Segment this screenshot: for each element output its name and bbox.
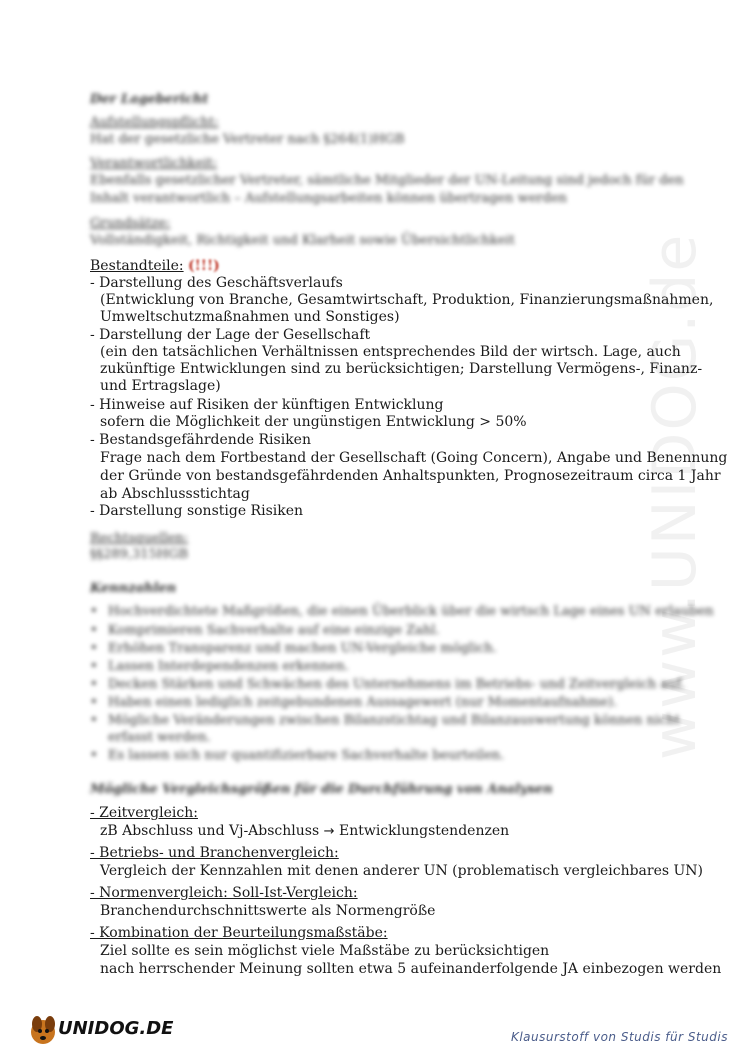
text-verantwortlichkeit-1: Ebenfalls gesetzlicher Vertreter, sämtliche Mitglieder der UN-Leitung sind jedoch für den: [90, 173, 684, 188]
vergleich-heading: - Zeitvergleich:: [90, 805, 198, 821]
bestandteile-line: der Gründe von bestandsgefährdenden Anhaltspunkten, Prognosezeitraum circa 1 Jahr: [100, 468, 721, 484]
watermark: www.UNIDOG.de: [640, 232, 710, 760]
vergleich-heading: - Normenvergleich: Soll-Ist-Vergleich:: [90, 885, 358, 901]
bestandteile-line: - Darstellung des Geschäftsverlaufs: [90, 275, 343, 291]
kennzahlen-item: • Es lassen sich nur quantifizierbare Sachverhalte beurteilen.: [90, 748, 505, 763]
kennzahlen-item: • Decken Stärken und Schwächen des Unternehmens im Betriebs- und Zeitvergleich auf.: [90, 677, 685, 692]
footer-tagline: Klausurstoff von Studis für Studis: [510, 1030, 728, 1044]
heading-bestandteile: [90, 258, 220, 275]
kennzahlen-item-text: Decken Stärken und Schwächen des Unternehmens im Betriebs- und Zeitvergleich auf.: [108, 677, 685, 692]
logo-text: UNIDOG.DE: [58, 1018, 174, 1039]
vergleich-line: [100, 823, 509, 840]
arrow-right-icon: →: [323, 824, 335, 839]
kennzahlen-item-text: Erhöhen Transparenz und machen UN-Vergleiche möglich.: [108, 641, 497, 656]
kennzahlen-item: • Mögliche Veränderungen zwischen Bilanzstichtag und Bilanzauswertung können nicht: [90, 713, 680, 728]
vergleich-heading: - Kombination der Beurteilungsmaßstäbe:: [90, 925, 388, 941]
bestandteile-line: ab Abschlussstichtag: [100, 486, 250, 502]
kennzahlen-item-text: Hochverdichtete Maßgrößen, die einen Überblick über die wirtsch Lage eines UN erlauben: [108, 604, 714, 619]
heading-rechtsquellen: Rechtsquellen:: [90, 531, 189, 546]
bestandteile-line: (ein den tatsächlichen Verhältnissen entsprechendes Bild der wirtsch. Lage, auch: [100, 344, 681, 360]
vergleich-line: nach herrschender Meinung sollten etwa 5 aufeinanderfolgende JA einbezogen werden: [100, 961, 722, 977]
kennzahlen-item: • Haben einen lediglich zeitgebundenen Aussagewert (nur Momentaufnahme).: [90, 695, 618, 710]
kennzahlen-item: • Lassen Interdependenzen erkennen.: [90, 659, 349, 674]
kennzahlen-item-text: Mögliche Veränderungen zwischen Bilanzstichtag und Bilanzauswertung können nicht: [108, 713, 680, 728]
bestandteile-line: Umweltschutzmaßnahmen und Sonstiges): [100, 309, 400, 325]
kennzahlen-item: [90, 729, 211, 746]
text-aufstellungspflicht: Hat der gesetzliche Vertreter nach §264(1)HGB: [90, 132, 405, 147]
important-marker: (!!!): [188, 258, 220, 274]
text-rechtsquellen: §§289,315HGB: [90, 547, 189, 562]
heading-aufstellungspflicht: Aufstellungspflicht:: [90, 115, 219, 130]
vergleich-heading: - Betriebs- und Branchenvergleich:: [90, 845, 339, 861]
text-grundsaetze: Vollständigkeit, Richtigkeit und Klarheit sowie Übersichtlichkeit: [90, 233, 515, 248]
section-title-vergleichsgroessen: Mögliche Vergleichsgrößen für die Durchführung von Analysen: [90, 782, 553, 797]
bestandteile-line: - Darstellung der Lage der Gesellschaft: [90, 327, 371, 343]
heading-grundsaetze: Grundsätze:: [90, 216, 171, 231]
bestandteile-line: - Bestandsgefährdende Risiken: [90, 432, 311, 448]
kennzahlen-item-text: Haben einen lediglich zeitgebundenen Aussagewert (nur Momentaufnahme).: [108, 695, 618, 710]
section-title-lagebericht: Der Lagebericht: [90, 92, 209, 107]
text-verantwortlichkeit-2: Inhalt verantwortlich – Aufstellungsarbeiten können übertragen werden: [90, 191, 568, 206]
vergleich-line: Branchendurchschnittswerte als Normengröße: [100, 903, 436, 919]
heading-verantwortlichkeit: Verantwortlichkeit:: [90, 156, 218, 171]
bestandteile-line: zukünftige Entwicklungen sind zu berücksichtigen; Darstellung Vermögens-, Finanz-: [100, 361, 703, 377]
section-title-kennzahlen: Kennzahlen: [90, 581, 177, 596]
kennzahlen-item-text: Es lassen sich nur quantifizierbare Sachverhalte beurteilen.: [108, 748, 505, 763]
kennzahlen-item: • Erhöhen Transparenz und machen UN-Vergleiche möglich.: [90, 641, 497, 656]
vergleich-text-rest: Entwicklungstendenzen: [338, 823, 510, 839]
kennzahlen-item-text: erfasst werden.: [108, 730, 211, 745]
bestandteile-line: und Ertragslage): [100, 378, 221, 394]
kennzahlen-item-text: Lassen Interdependenzen erkennen.: [108, 659, 349, 674]
vergleich-line: Vergleich der Kennzahlen mit denen anderer UN (problematisch vergleichbares UN): [100, 863, 704, 879]
kennzahlen-item-text: Komprimieren Sachverhalte auf eine einzige Zahl.: [108, 623, 440, 638]
kennzahlen-item: • Komprimieren Sachverhalte auf eine einzige Zahl.: [90, 623, 440, 638]
bestandteile-line: (Entwicklung von Branche, Gesamtwirtschaft, Produktion, Finanzierungsmaßnahmen,: [100, 292, 714, 308]
vergleich-line: Ziel sollte es sein möglichst viele Maßstäbe zu berücksichtigen: [100, 943, 550, 959]
bestandteile-line: - Darstellung sonstige Risiken: [90, 503, 304, 519]
vergleich-text: zB Abschluss und Vj-Abschluss: [100, 823, 320, 839]
kennzahlen-item: • Hochverdichtete Maßgrößen, die einen Überblick über die wirtsch Lage eines UN erlauben: [90, 604, 714, 619]
bestandteile-line: sofern die Möglichkeit der ungünstigen Entwicklung > 50%: [100, 414, 527, 430]
bestandteile-line: Frage nach dem Fortbestand der Gesellschaft (Going Concern), Angabe und Benennung: [100, 450, 728, 466]
bestandteile-line: - Hinweise auf Risiken der künftigen Entwicklung: [90, 397, 444, 413]
bestandteile-label: Bestandteile:: [90, 258, 184, 274]
